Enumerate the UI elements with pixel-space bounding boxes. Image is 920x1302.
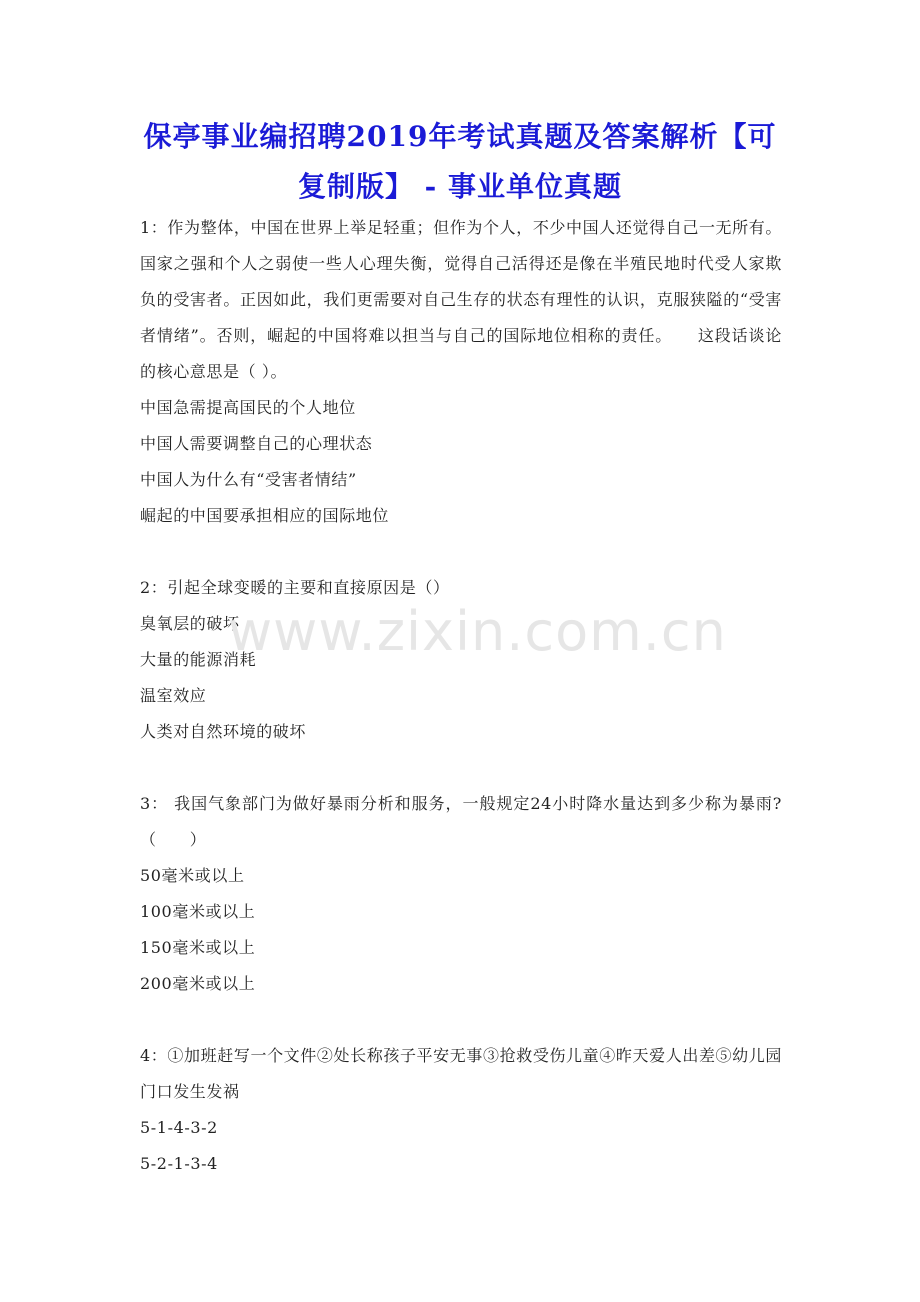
spacer (140, 750, 782, 786)
question-option: 大量的能源消耗 (140, 650, 257, 669)
question-option: 5-2-1-3-4 (140, 1154, 218, 1173)
question-option: 中国急需提高国民的个人地位 (140, 398, 356, 417)
question-stem: 1：作为整体，中国在世界上举足轻重；但作为个人，不少中国人还觉得自己一无所有。国家之强和个人之弱使一些人心理失衡，觉得自己活得还是像在半殖民地时代受人家欺负的受害者。正因如此，我们更需要对自己生存的状态有理性的认识，克服狭隘的“受害者情绪”。否则，崛起的中国将难以担当与自己的国际地位相称的责任。 这段话谈论的核心意思是（ ）。 (140, 218, 782, 381)
question-option: 200毫米或以上 (140, 974, 256, 993)
question-stem: 3： 我国气象部门为做好暴雨分析和服务，一般规定24小时降水量达到多少称为暴雨?（ ） (140, 794, 782, 849)
question-option: 中国人需要调整自己的心理状态 (140, 434, 373, 453)
question-list (140, 210, 782, 1182)
question-stem: 2：引起全球变暖的主要和直接原因是（） (140, 578, 450, 597)
spacer (140, 1002, 782, 1038)
question-1 (140, 210, 782, 534)
question-3 (140, 786, 782, 1002)
question-option: 50毫米或以上 (140, 866, 245, 885)
question-option: 臭氧层的破坏 (140, 614, 240, 633)
question-option: 5-1-4-3-2 (140, 1118, 218, 1137)
spacer (140, 534, 782, 570)
watermark-text: www.zixin.com.cn (228, 600, 727, 663)
question-option: 人类对自然环境的破坏 (140, 722, 307, 741)
question-2 (140, 570, 782, 750)
question-option: 温室效应 (140, 686, 207, 705)
question-stem: 4：①加班赶写一个文件②处长称孩子平安无事③抢救受伤儿童④昨天爱人出差⑤幼儿园门口发生发祸 (140, 1046, 782, 1101)
question-option: 崛起的中国要承担相应的国际地位 (140, 506, 390, 525)
document-title: 保亭事业编招聘2019年考试真题及答案解析【可复制版】 - 事业单位真题 (143, 120, 777, 203)
question-4 (140, 1038, 782, 1182)
question-option: 150毫米或以上 (140, 938, 256, 957)
question-option: 100毫米或以上 (140, 902, 256, 921)
question-option: 中国人为什么有“受害者情结” (140, 470, 357, 489)
